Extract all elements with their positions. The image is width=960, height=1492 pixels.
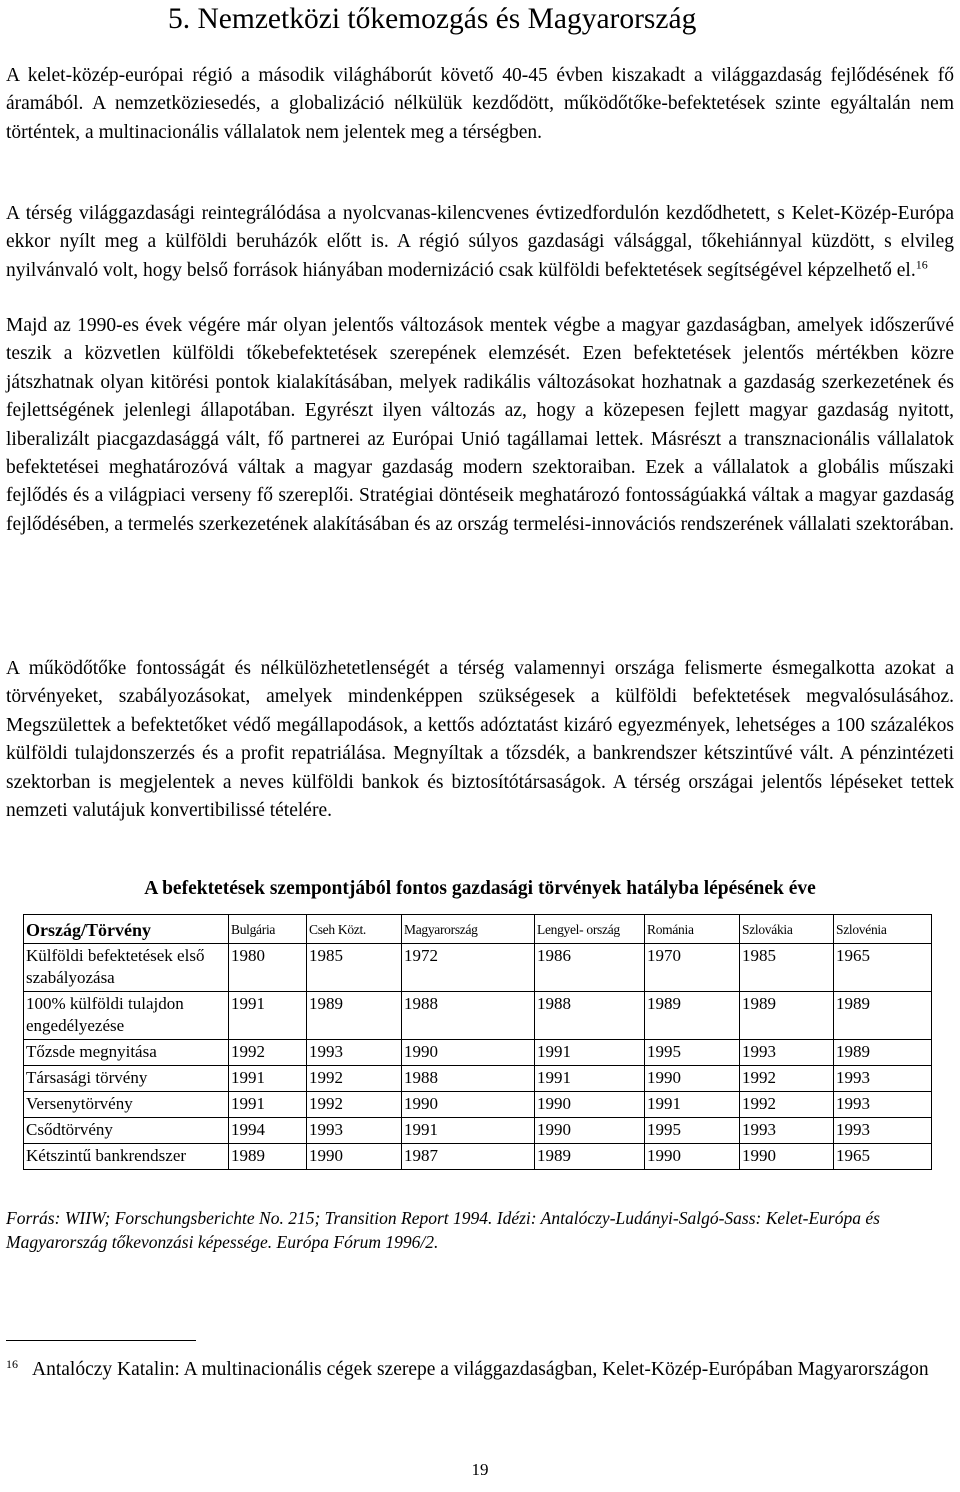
table-cell: 1989 xyxy=(307,992,402,1040)
row-label: Tőzsde megnyitása xyxy=(24,1040,229,1066)
column-header-slovakia: Szlovákia xyxy=(740,915,834,944)
table-cell: 1980 xyxy=(229,944,307,992)
table-cell: 1992 xyxy=(229,1040,307,1066)
footnote-divider xyxy=(6,1340,196,1341)
table-cell: 1994 xyxy=(229,1118,307,1144)
table-cell: 1991 xyxy=(645,1092,740,1118)
table-row xyxy=(24,1144,932,1170)
corner-header: Ország/Törvény xyxy=(24,915,229,944)
table-cell: 1991 xyxy=(229,1066,307,1092)
table-cell: 1993 xyxy=(834,1092,932,1118)
table-source: Forrás: WIIW; Forschungsberichte No. 215; Transition Report 1994. Idézi: Antalóczy-Ludányi-Salgó-Sass: Kelet-Európa és Magyarország tőkevonzási képessége. Európa Fórum 1996/2. xyxy=(6,1208,880,1252)
table-cell: 1992 xyxy=(740,1066,834,1092)
row-label: 100% külföldi tulajdon engedélyezése xyxy=(24,992,229,1040)
table-cell: 1993 xyxy=(307,1040,402,1066)
table-cell: 1993 xyxy=(740,1040,834,1066)
table-cell: 1989 xyxy=(740,992,834,1040)
table-cell: 1988 xyxy=(402,1066,535,1092)
table-cell: 1990 xyxy=(645,1144,740,1170)
column-header-czech: Cseh Közt. xyxy=(307,915,402,944)
laws-table xyxy=(23,914,932,1170)
table-cell: 1995 xyxy=(645,1118,740,1144)
row-label: Külföldi befektetések első szabályozása xyxy=(24,944,229,992)
table-cell: 1989 xyxy=(834,992,932,1040)
column-header-romania: Románia xyxy=(645,915,740,944)
table-cell: 1995 xyxy=(645,1040,740,1066)
table-cell: 1990 xyxy=(740,1144,834,1170)
table-row xyxy=(24,1040,932,1066)
table-cell: 1991 xyxy=(229,992,307,1040)
table-cell: 1990 xyxy=(535,1118,645,1144)
row-label: Társasági törvény xyxy=(24,1066,229,1092)
table-row xyxy=(24,1066,932,1092)
row-label: Csődtörvény xyxy=(24,1118,229,1144)
table-cell: 1987 xyxy=(402,1144,535,1170)
table-cell: 1993 xyxy=(834,1066,932,1092)
table-cell: 1988 xyxy=(535,992,645,1040)
table-cell: 1991 xyxy=(535,1040,645,1066)
table-cell: 1965 xyxy=(834,1144,932,1170)
table-title: A befektetések szempontjából fontos gazdasági törvények hatályba lépésének éve xyxy=(144,878,816,899)
row-label: Kétszintű bankrendszer xyxy=(24,1144,229,1170)
table-cell: 1985 xyxy=(307,944,402,992)
paragraph-2 xyxy=(6,200,954,285)
table-cell: 1989 xyxy=(229,1144,307,1170)
column-header-slovenia: Szlovénia xyxy=(834,915,932,944)
footnote xyxy=(6,1356,954,1384)
table-cell: 1989 xyxy=(834,1040,932,1066)
paragraph-1: A kelet-közép-európai régió a második világháborút követő 40-45 évben kiszakadt a világgazdaság fejlődésének fő áramából. A nemzetköziesedés, a globalizáció nélkülük kezdődött, működőtőke-befektetések szinte egyáltalán nem történtek, a multinacionális vállalatok nem jelentek meg a térségben. xyxy=(6,65,954,143)
table-cell: 1965 xyxy=(834,944,932,992)
table-row xyxy=(24,992,932,1040)
table-cell: 1990 xyxy=(402,1092,535,1118)
table-row xyxy=(24,1118,932,1144)
footnote-number: 16 xyxy=(6,1356,18,1371)
page-number: 19 xyxy=(471,1460,489,1479)
table-cell: 1990 xyxy=(307,1144,402,1170)
table-row xyxy=(24,1092,932,1118)
table-cell: 1972 xyxy=(402,944,535,992)
table-cell: 1991 xyxy=(229,1092,307,1118)
table-cell: 1992 xyxy=(307,1092,402,1118)
table-cell: 1988 xyxy=(402,992,535,1040)
row-label: Versenytörvény xyxy=(24,1092,229,1118)
column-header-bulgaria: Bulgária xyxy=(229,915,307,944)
table-header-row xyxy=(24,915,932,944)
table-cell: 1992 xyxy=(307,1066,402,1092)
table-cell: 1989 xyxy=(535,1144,645,1170)
paragraph-4: A működőtőke fontosságát és nélkülözhetetlenségét a térség valamennyi országa felismerte ésmegalkotta azokat a törvényeket, szabályozásokat, amelyek mindenképpen szükségesek a külföldi befektetések megvalósulásához. Megszülettek a befektetőket védő megállapodások, a kettős adóztatást kizáró egyezmények, lehetséges a 100 százalékos külföldi tulajdonszerzés és a profit repatriálása. Megnyíltak a tőzsdék, a bankrendszer kétszintűvé vált. A pénzintézeti szektorban is megjelentek a neves külföldi bankok és biztosítótársaságok. A térség országai jelentős lépéseket tettek nemzeti valutájuk konvertibilissé tételére. xyxy=(6,658,954,822)
table-cell: 1993 xyxy=(740,1118,834,1144)
table-cell: 1991 xyxy=(402,1118,535,1144)
paragraph-2-text: A térség világgazdasági reintegrálódása a nyolcvanas-kilencvenes évtizedfordulón kezdődhetett, s Kelet-Közép-Európa ekkor nyílt meg a külföldi beruházók előtt is. A régió súlyos gazdasági válsággal, tőkehiánnyal küzdött, s elvileg nyilvánvaló volt, hogy belső források hiányában modernizáció csak külföldi befektetések segítségével képzelhető el. xyxy=(6,203,954,281)
column-header-hungary: Magyarország xyxy=(402,915,535,944)
table-cell: 1993 xyxy=(834,1118,932,1144)
footnote-reference[interactable]: 16 xyxy=(915,257,928,272)
table-cell: 1993 xyxy=(307,1118,402,1144)
footnote-text: Antalóczy Katalin: A multinacionális cégek szerepe a világgazdaságban, Kelet-Közép-Európában Magyarországon xyxy=(32,1359,929,1380)
table-cell: 1990 xyxy=(402,1040,535,1066)
table-cell: 1985 xyxy=(740,944,834,992)
table-cell: 1986 xyxy=(535,944,645,992)
table-cell: 1990 xyxy=(535,1092,645,1118)
paragraph-3: Majd az 1990-es évek végére már olyan jelentős változások mentek végbe a magyar gazdaságban, amelyek időszerűvé teszik a közvetlen külföldi tőkebefektetések szerepének elemzését. Ezen befektetések jelentős mértékben közre játszhatnak olyan kitörési pontok kialakításában, melyek radikális változásokat hozhatnak a gazdaság szerkezetének és fejlettségének jelenlegi állapotában. Egyrészt ilyen változás az, hogy a közepesen fejlett magyar gazdaság nyitott, liberalizált piacgazdasággá vált, fő partnerei az Európai Unió tagállamai lettek. Másrészt a transznacionális vállalatok befektetései meghatározóvá váltak a magyar gazdaság modern szektoraiban. Ezek a vállalatok a globális műszaki fejlődés és a világpiaci verseny fő szereplői. Stratégiai döntéseik meghatározó fontosságúakká váltak a magyar gazdaság fejlődésében, a termelés szerkezetének alakításában és az ország termelési-innovációs rendszerének vállalati szektorában. xyxy=(6,315,954,535)
table-cell: 1970 xyxy=(645,944,740,992)
table-cell: 1990 xyxy=(645,1066,740,1092)
table-cell: 1989 xyxy=(645,992,740,1040)
table-cell: 1992 xyxy=(740,1092,834,1118)
table-cell: 1991 xyxy=(535,1066,645,1092)
column-header-poland: Lengyel- ország xyxy=(535,915,645,944)
table-row xyxy=(24,944,932,992)
section-heading: 5. Nemzetközi tőkemozgás és Magyarország xyxy=(168,3,697,35)
